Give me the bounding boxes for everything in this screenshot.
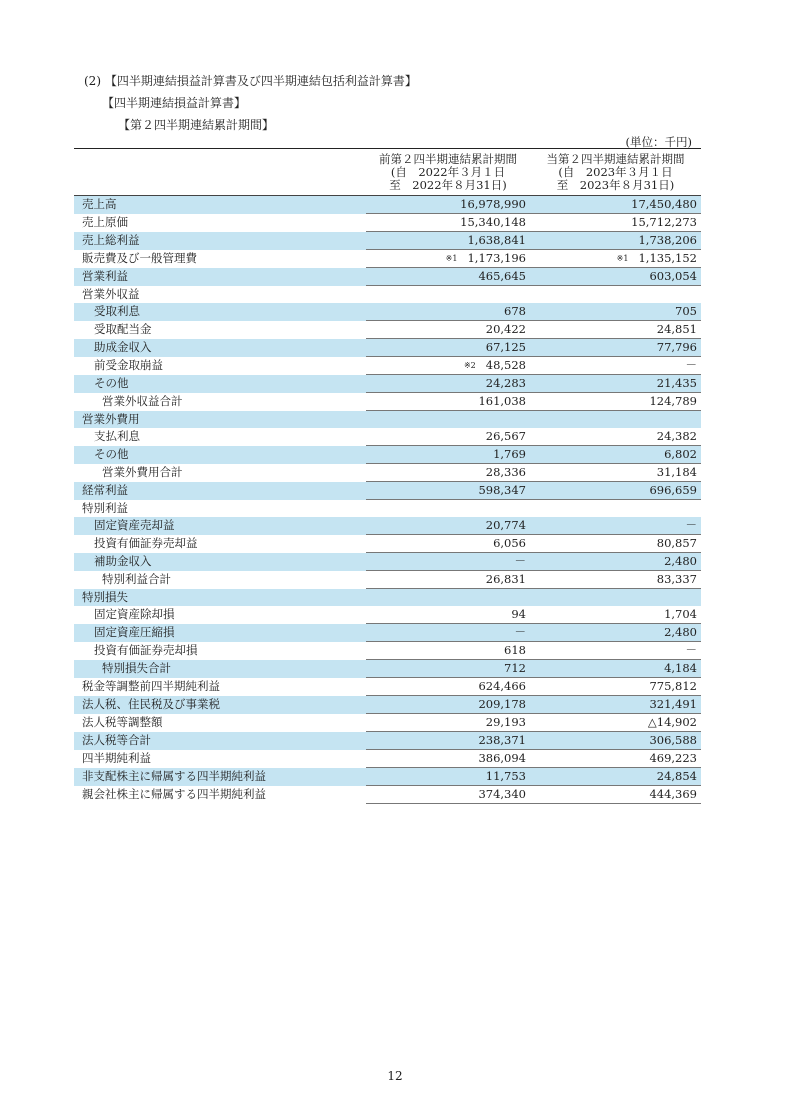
prev-value-cell	[366, 428, 530, 446]
prev-value: 209,178	[478, 697, 526, 711]
curr-value-cell	[530, 411, 701, 429]
prev-value-cell	[366, 303, 530, 321]
prev-value: 1,173,196	[467, 251, 526, 265]
curr-value: 83,337	[656, 572, 697, 586]
prev-value: 161,038	[478, 394, 526, 408]
curr-value: 1,738,206	[638, 233, 697, 247]
row-label: 売上高	[74, 196, 366, 214]
curr-value: 77,796	[656, 340, 697, 354]
table-row	[74, 232, 701, 250]
table-row	[74, 303, 701, 321]
curr-period-to: 至 2023年８月31日)	[556, 178, 675, 192]
prev-value: 238,371	[478, 733, 526, 747]
curr-value: 306,588	[649, 733, 697, 747]
statement-title: 【四半期連結損益計算書】	[102, 96, 247, 110]
prev-value-cell	[366, 571, 530, 589]
curr-value-cell	[530, 464, 701, 482]
prev-value-cell	[366, 696, 530, 714]
row-label: 補助金収入	[74, 553, 366, 571]
curr-value: 2,480	[664, 625, 697, 639]
row-label: 法人税等調整額	[82, 715, 163, 729]
row-label: 非支配株主に帰属する四半期純利益	[74, 768, 366, 786]
curr-value: 696,659	[649, 483, 697, 497]
prev-value-cell	[366, 678, 530, 696]
curr-value-cell	[530, 750, 701, 768]
row-label: 営業利益	[74, 268, 366, 286]
table-row	[74, 678, 701, 696]
curr-value-cell	[530, 339, 701, 357]
curr-value: 80,857	[656, 536, 697, 550]
prev-value-cell	[366, 482, 530, 500]
row-label: 特別損失	[74, 589, 366, 607]
row-label: 法人税等合計	[74, 732, 366, 750]
prev-value: －	[514, 554, 526, 568]
table-row	[74, 375, 701, 393]
curr-value: 15,712,273	[631, 215, 697, 229]
row-label: 経常利益	[74, 482, 366, 500]
curr-value: －	[685, 643, 697, 657]
table-row	[74, 553, 701, 571]
row-label: その他	[74, 375, 366, 393]
prev-value: 48,528	[485, 358, 526, 372]
curr-value: 469,223	[649, 751, 697, 765]
row-label: 固定資産圧縮損	[74, 624, 366, 642]
table-row	[74, 696, 701, 714]
table-row	[74, 732, 701, 750]
table-row	[74, 196, 701, 214]
curr-value-cell	[530, 678, 701, 696]
row-label: 税金等調整前四半期純利益	[82, 679, 220, 693]
row-label: 営業外費用	[74, 411, 366, 429]
table-row	[74, 482, 701, 500]
row-label: 四半期純利益	[82, 751, 151, 765]
curr-value-cell	[530, 606, 701, 624]
row-label: 投資有価証券売却損	[94, 643, 198, 657]
row-label: 助成金収入	[74, 339, 366, 357]
prev-value-cell	[366, 196, 530, 214]
prev-value: 624,466	[478, 679, 526, 693]
curr-value-cell	[530, 768, 701, 786]
curr-value-cell	[530, 696, 701, 714]
prev-value-cell	[366, 464, 530, 482]
curr-value-cell	[530, 303, 701, 321]
page-number: 12	[387, 1069, 403, 1083]
prev-value: 29,193	[485, 715, 526, 729]
table-row	[74, 500, 701, 518]
curr-value: 603,054	[649, 269, 697, 283]
prev-value: －	[514, 625, 526, 639]
curr-value-cell	[530, 321, 701, 339]
row-label: 前受金取崩益	[94, 358, 163, 372]
prev-value: 11,753	[485, 769, 526, 783]
prev-value-cell	[366, 286, 530, 304]
prev-value: 386,094	[478, 751, 526, 765]
curr-value-cell	[530, 393, 701, 411]
prev-value: 26,831	[485, 572, 526, 586]
prev-value: 678	[504, 304, 526, 318]
prev-value: 1,769	[493, 447, 526, 461]
table-row	[74, 321, 701, 339]
prev-value-cell	[366, 357, 530, 375]
note-marker: ※1	[445, 254, 458, 263]
curr-value: 6,802	[664, 447, 697, 461]
curr-value: －	[685, 358, 697, 372]
table-row	[74, 571, 701, 589]
prev-value-cell	[366, 732, 530, 750]
curr-value: 1,135,152	[638, 251, 697, 265]
table-row	[74, 589, 701, 607]
prev-value-cell	[366, 250, 530, 268]
table-row	[74, 286, 701, 304]
table-row	[74, 428, 701, 446]
prev-value-cell	[366, 339, 530, 357]
note-marker: ※2	[463, 361, 476, 370]
table-row	[74, 464, 701, 482]
row-label: 受取利息	[74, 303, 366, 321]
unit-label: (単位：千円)	[625, 135, 692, 149]
table-row	[74, 606, 701, 624]
table-row	[74, 393, 701, 411]
row-label: 固定資産除却損	[94, 607, 175, 622]
prev-value-cell	[366, 660, 530, 678]
curr-value: 705	[675, 304, 697, 318]
table-row	[74, 624, 701, 642]
row-label: 投資有価証券売却益	[94, 536, 198, 550]
prev-value-cell	[366, 786, 530, 804]
curr-value-cell	[530, 214, 701, 232]
prev-value: 1,638,841	[467, 233, 526, 247]
prev-value-cell	[366, 589, 530, 607]
row-label: 固定資産売却益	[74, 517, 366, 535]
prev-value-cell	[366, 500, 530, 518]
prev-value: 598,347	[478, 483, 526, 497]
prev-value-cell	[366, 268, 530, 286]
prev-value: 94	[511, 607, 526, 621]
prev-value-cell	[366, 393, 530, 411]
row-label: 支払利息	[94, 429, 140, 444]
table-header-row	[74, 149, 701, 196]
row-label: 営業外収益	[82, 286, 140, 301]
table-row	[74, 411, 701, 429]
prev-value-cell	[366, 375, 530, 393]
table-row	[74, 268, 701, 286]
curr-value: 24,382	[656, 429, 697, 443]
prev-value: 618	[504, 643, 526, 657]
table-row	[74, 357, 701, 375]
curr-period-title: 当第２四半期連結累計期間	[546, 152, 685, 166]
table-row	[74, 660, 701, 678]
curr-value-cell	[530, 232, 701, 250]
curr-value-cell	[530, 535, 701, 553]
prev-value: 26,567	[485, 429, 526, 443]
curr-value-cell	[530, 624, 701, 642]
curr-value-cell	[530, 642, 701, 660]
row-label: 法人税、住民税及び事業税	[74, 696, 366, 714]
curr-value: 775,812	[649, 679, 697, 693]
section-heading: (2) 【四半期連結損益計算書及び四半期連結包括利益計算書】	[84, 74, 417, 88]
curr-value: 1,704	[664, 607, 697, 621]
table-row	[74, 714, 701, 732]
prev-value-cell	[366, 411, 530, 429]
curr-value-cell	[530, 375, 701, 393]
table-row	[74, 768, 701, 786]
curr-value-cell	[530, 446, 701, 464]
row-label: 特別損失合計	[74, 660, 366, 678]
table-row	[74, 517, 701, 535]
curr-value: 24,854	[656, 769, 697, 783]
curr-value-cell	[530, 571, 701, 589]
prev-value: 16,978,990	[460, 197, 526, 211]
row-label: 販売費及び一般管理費	[82, 251, 197, 265]
table-row	[74, 339, 701, 357]
curr-value-cell	[530, 428, 701, 446]
prev-value-cell	[366, 750, 530, 768]
curr-value-cell	[530, 714, 701, 732]
curr-period-from: (自 2023年３月１日	[558, 165, 673, 179]
curr-value-cell	[530, 786, 701, 804]
table-row	[74, 250, 701, 268]
prev-value-cell	[366, 232, 530, 250]
curr-value-cell	[530, 268, 701, 286]
curr-value: 17,450,480	[631, 197, 697, 211]
curr-value-cell	[530, 660, 701, 678]
prev-value: 24,283	[485, 376, 526, 390]
prev-value-cell	[366, 642, 530, 660]
prev-period-from: (自 2022年３月１日	[390, 165, 506, 179]
curr-value: 444,369	[649, 787, 697, 801]
table-row	[74, 750, 701, 768]
prev-period-header	[366, 149, 530, 196]
curr-value-cell	[530, 553, 701, 571]
row-label: 特別利益	[82, 500, 128, 515]
curr-value: 31,184	[656, 465, 697, 479]
curr-value-cell	[530, 589, 701, 607]
prev-period-title: 前第２四半期連結累計期間	[379, 152, 517, 166]
prev-value-cell	[366, 446, 530, 464]
curr-value: △14,902	[647, 715, 697, 729]
curr-value-cell	[530, 357, 701, 375]
row-label: 親会社株主に帰属する四半期純利益	[82, 787, 266, 801]
row-label: 特別利益合計	[102, 572, 171, 586]
row-label: 営業外費用合計	[102, 465, 183, 479]
curr-value: 4,184	[664, 661, 697, 675]
curr-value-cell	[530, 517, 701, 535]
curr-value: 2,480	[664, 554, 697, 568]
curr-value-cell	[530, 732, 701, 750]
table-row	[74, 535, 701, 553]
curr-value-cell	[530, 286, 701, 304]
prev-value-cell	[366, 321, 530, 339]
prev-value-cell	[366, 214, 530, 232]
table-row	[74, 214, 701, 232]
table-row	[74, 786, 701, 804]
prev-period-to: 至 2022年８月31日)	[389, 178, 507, 192]
table-row	[74, 642, 701, 660]
prev-value-cell	[366, 624, 530, 642]
period-title: 【第２四半期連結累計期間】	[118, 118, 275, 132]
curr-value: 124,789	[649, 394, 697, 408]
curr-value-cell	[530, 500, 701, 518]
prev-value: 28,336	[485, 465, 526, 479]
curr-value-cell	[530, 196, 701, 214]
prev-value: 6,056	[493, 536, 526, 550]
row-label: 売上総利益	[74, 232, 366, 250]
curr-value: 24,851	[656, 322, 697, 336]
row-label: 売上原価	[82, 215, 128, 229]
row-label: その他	[74, 446, 366, 464]
prev-value-cell	[366, 768, 530, 786]
prev-value: 374,340	[478, 787, 526, 801]
prev-value: 465,645	[478, 269, 526, 283]
row-label: 営業外収益合計	[102, 394, 183, 408]
curr-value: －	[685, 518, 697, 532]
prev-value-cell	[366, 535, 530, 553]
prev-value: 20,774	[485, 518, 526, 532]
prev-value: 15,340,148	[460, 215, 526, 229]
curr-value: 321,491	[649, 697, 697, 711]
prev-value-cell	[366, 606, 530, 624]
prev-value: 20,422	[485, 322, 526, 336]
curr-value: 21,435	[656, 376, 697, 390]
row-label: 受取配当金	[94, 322, 152, 336]
prev-value: 67,125	[485, 340, 526, 354]
curr-period-header	[530, 149, 701, 196]
curr-value-cell	[530, 250, 701, 268]
prev-value: 712	[504, 661, 526, 675]
prev-value-cell	[366, 714, 530, 732]
income-statement-table	[74, 148, 701, 804]
note-marker: ※1	[616, 254, 629, 263]
prev-value-cell	[366, 517, 530, 535]
prev-value-cell	[366, 553, 530, 571]
curr-value-cell	[530, 482, 701, 500]
table-row	[74, 446, 701, 464]
label-column-header	[74, 149, 366, 196]
